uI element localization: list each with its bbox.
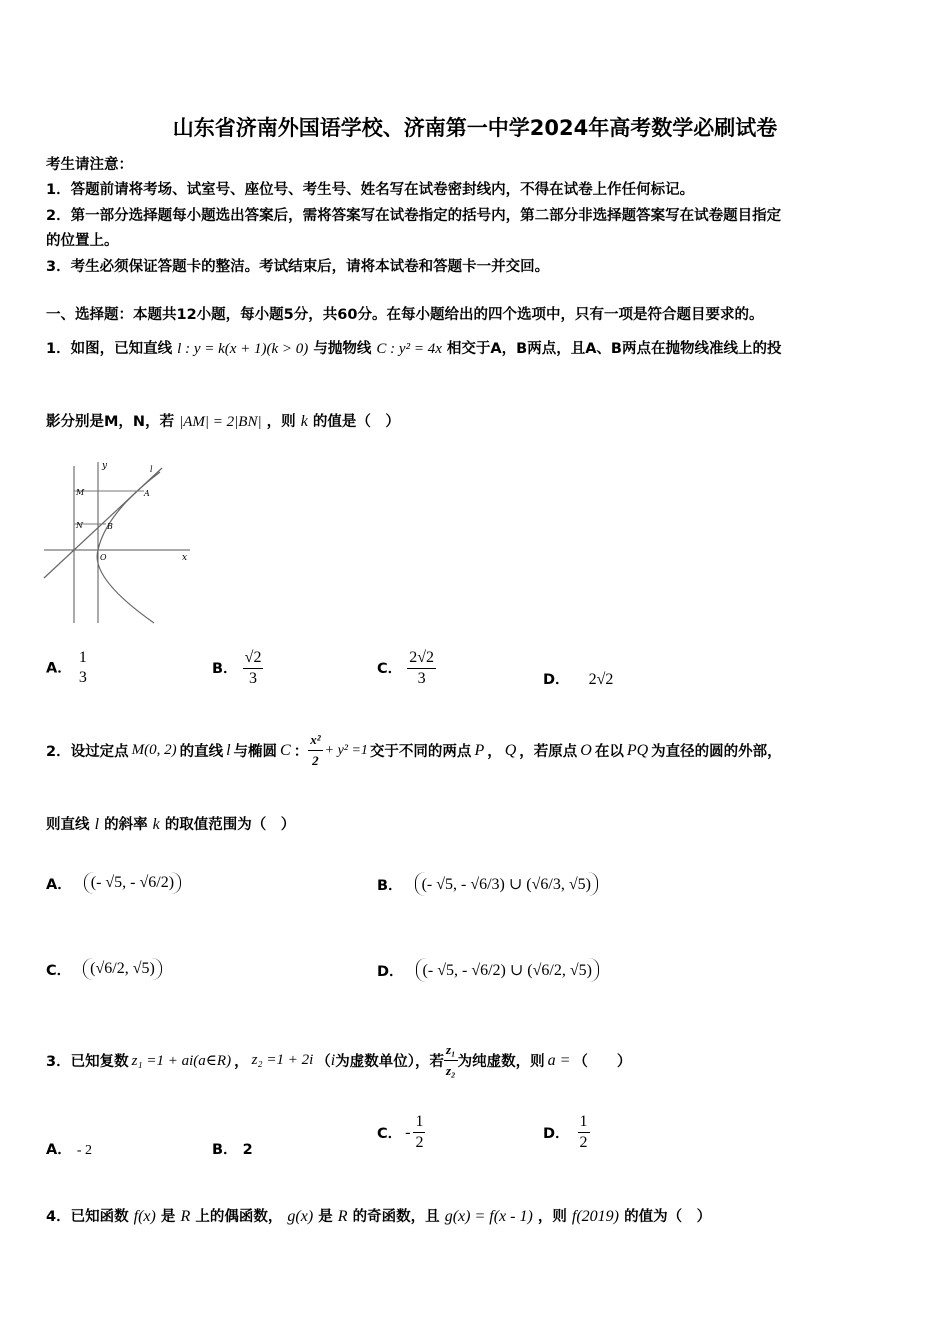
origin-label: O [100, 553, 107, 562]
q1-option-c-label: C． [377, 661, 403, 677]
question-2-line-2 [46, 813, 295, 834]
q3-option-a[interactable] [46, 1138, 92, 1159]
question-2 [46, 730, 782, 771]
q3-sep: ， [234, 1054, 249, 1070]
q2-option-d[interactable] [377, 958, 599, 982]
q2-ellipse-rest: + y² =1 [324, 742, 368, 758]
q4-f: f(x) [133, 1208, 156, 1225]
n-label: N [76, 521, 83, 530]
q2-option-b[interactable] [377, 872, 598, 896]
q2-c: C [280, 741, 291, 759]
q2-option-c-value: (√6/2, √5) [83, 958, 162, 980]
question-1-line-2 [46, 410, 400, 431]
q1-option-b[interactable] [212, 648, 263, 689]
q3-option-c-label: C． [377, 1126, 403, 1142]
q1-condition: |AM| = 2|BN| [179, 414, 262, 430]
q4-f2019: f(2019) [571, 1208, 620, 1225]
q4-g: g(x) [287, 1208, 314, 1225]
q2-f: 在以 [594, 744, 624, 760]
question-1 [46, 337, 781, 358]
q4-lead: 4．已知函数 [46, 1209, 129, 1225]
question-3 [46, 1040, 631, 1081]
q2-line2a: 则直线 [46, 817, 90, 833]
q3-option-a-label: A． [46, 1142, 72, 1158]
q1-lead: 1．如图，已知直线 [46, 341, 173, 357]
q2-a: 的直线 [179, 744, 224, 760]
q3-z1: z₁ =1 + ai(a∈R) [131, 1053, 232, 1069]
q3-option-c-value: $\frac{1}{2}$ [415, 1113, 424, 1151]
q3-option-d-value: $\frac{1}{2}$ [579, 1113, 588, 1151]
q2-colon: ： [293, 744, 309, 760]
q3-i: i [330, 1051, 336, 1069]
q1-option-d-label: D． [543, 672, 570, 688]
q4-e: ，则 [537, 1209, 567, 1225]
q3-a-eq: a = [547, 1051, 571, 1069]
q3-unit: 为虚数单位），若 [335, 1054, 444, 1070]
q2-lead: 2．设过定点 [46, 744, 129, 760]
q2-point-m: M(0, 2) [131, 742, 177, 758]
q2-l2: l [94, 816, 100, 833]
q4-d: 的奇函数，且 [352, 1209, 440, 1225]
q3-option-c-sign: - [405, 1123, 411, 1141]
q4-eq: g(x) = f(x - 1) [444, 1208, 533, 1225]
q2-o: O [580, 741, 592, 759]
q1-mid: 与抛物线 [313, 341, 372, 357]
q4-r2: R [337, 1208, 348, 1225]
q3-option-a-value: - 2 [76, 1143, 92, 1158]
q1-option-a[interactable] [46, 648, 89, 688]
q1-option-d-value: 2√2 [588, 671, 614, 688]
q2-e: ，若原点 [519, 744, 578, 760]
m-label: M [76, 488, 85, 497]
l-label: l [150, 465, 153, 474]
page-title: 山东省济南外国语学校、济南第一中学2024年高考数学必刷试卷 [172, 116, 778, 140]
q4-c: 是 [318, 1209, 333, 1225]
q1-option-a-value: 1 3 [78, 649, 87, 686]
q4-a: 是 [160, 1209, 176, 1225]
b-label: B [107, 522, 113, 531]
notice-item-2-cont: 的位置上。 [46, 233, 119, 249]
q2-option-a-label: A． [46, 876, 72, 893]
q4-end: 的值为（ ） [624, 1209, 712, 1225]
q2-option-c[interactable] [46, 958, 162, 980]
q3-z2: z₂ =1 + 2i [251, 1052, 314, 1068]
q3-pure: 为纯虚数，则 [457, 1054, 545, 1070]
q2-line2b: 的斜率 [104, 817, 148, 833]
q3-option-d-label: D． [543, 1126, 570, 1142]
q2-option-a[interactable] [46, 872, 181, 894]
q2-comma: ， [487, 744, 502, 760]
notice-item-3: 3．考生必须保证答题卡的整洁。考试结束后，请将本试卷和答题卡一并交回。 [46, 259, 550, 275]
q2-option-b-label: B． [377, 877, 403, 894]
q3-option-d[interactable] [543, 1112, 590, 1153]
q3-option-b-value: 2 [242, 1142, 253, 1158]
q2-q: Q [504, 741, 517, 759]
notice-item-2: 2．第一部分选择题每小题选出答案后，需将答案写在试卷指定的括号内，第二部分非选择题答案写在试卷题目指定 [46, 208, 782, 224]
q4-r1: R [180, 1208, 191, 1225]
q2-d: 交于不同的两点 [369, 744, 472, 760]
q2-option-d-label: D． [377, 963, 404, 980]
notice-item-1: 1．答题前请将考场、试室号、座位号、考生号、姓名写在试卷密封线内，不得在试卷上作任何标记。 [46, 182, 695, 198]
q3-ratio: $\frac{\text{z₁}}{\text{z₂}}$ [446, 1042, 456, 1078]
q2-pq: PQ [626, 741, 649, 759]
q3-option-b[interactable] [212, 1138, 253, 1159]
q1-option-b-label: B． [212, 661, 238, 677]
q2-option-b-value: (- √5, - √6/3) ∪ (√6/3, √5) [415, 872, 598, 896]
q1-option-c[interactable] [377, 648, 436, 689]
a-label: A [144, 489, 150, 498]
q3-end: （ ） [573, 1054, 632, 1070]
q2-option-a-value: (- √5, - √6/2) [84, 872, 181, 894]
y-label: y [102, 461, 108, 471]
q2-ellipse-frac: $\frac{\text{x²}}{2}$ [310, 732, 321, 768]
q1-option-d[interactable] [543, 668, 613, 689]
q1-k: k [300, 413, 308, 430]
q1-graph [40, 458, 200, 630]
q1-line2a: 影分别是M，N，若 [46, 414, 175, 430]
q1-option-b-value: $\frac{√2}{3}$ [244, 649, 262, 687]
q1-line2b: ，则 [266, 414, 296, 430]
q1-option-c-value: $\frac{2√2}{3}$ [409, 649, 435, 687]
question-4 [46, 1205, 711, 1226]
q1-tail: 相交于A，B两点，且A、B两点在抛物线准线上的投 [446, 341, 782, 357]
q2-option-c-label: C． [46, 962, 72, 979]
section-heading: 一、选择题：本题共12小题，每小题5分，共60分。在每小题给出的四个选项中，只有一项是符合题目要求的。 [46, 307, 764, 323]
q2-k: k [152, 816, 160, 833]
q3-option-b-label: B． [212, 1142, 238, 1158]
notice-heading: 考生请注意： [46, 157, 133, 173]
q3-paren: （ [316, 1054, 331, 1070]
q2-line2c: 的取值范围为（ ） [164, 817, 296, 833]
q2-g: 为直径的圆的外部， [651, 744, 782, 760]
q4-b: 上的偶函数， [195, 1209, 283, 1225]
q2-l: l [226, 741, 231, 759]
q1-option-a-label: A． [46, 660, 72, 677]
q1-line2c: 的值是（ ） [312, 414, 400, 430]
q2-b: 与椭圆 [233, 744, 278, 760]
x-label: x [182, 553, 188, 563]
q3-option-c[interactable] [377, 1112, 425, 1153]
q2-option-d-value: (- √5, - √6/2) ∪ (√6/2, √5) [416, 958, 599, 982]
q2-p: P [474, 741, 485, 759]
q3-lead: 3．已知复数 [46, 1054, 129, 1070]
q1-line-eq: l : y = k(x + 1)(k > 0) [177, 341, 309, 357]
q1-parabola-eq: C : y² = 4x [376, 341, 442, 357]
parabola-curve [97, 472, 160, 623]
